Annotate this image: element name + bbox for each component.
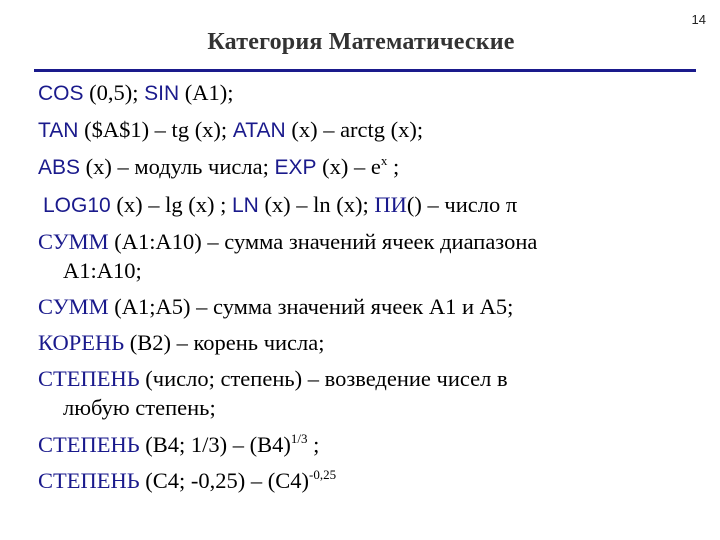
function-name: СУММ bbox=[38, 228, 109, 254]
list-item-sum-cells bbox=[38, 292, 688, 321]
function-description: ; bbox=[307, 431, 320, 457]
function-name: СТЕПЕНЬ bbox=[38, 366, 140, 392]
function-name: ABS bbox=[38, 156, 81, 180]
list-item-abs-exp bbox=[38, 152, 688, 182]
formula-list bbox=[38, 78, 688, 495]
list-item-tan-atan bbox=[38, 115, 688, 145]
list-item-continuation bbox=[38, 393, 688, 422]
list-item-log-ln-pi bbox=[38, 190, 688, 220]
list-item-power-example-2 bbox=[38, 466, 688, 495]
function-name: LOG10 bbox=[43, 193, 111, 217]
function-name: COS bbox=[38, 82, 84, 105]
function-description: (A1:A10) – сумма значений ячеек диапазона bbox=[108, 228, 538, 254]
function-description: ($A$1) – tg (x); bbox=[78, 117, 233, 143]
function-description: (0,5); bbox=[83, 80, 145, 105]
function-description: A1:A10; bbox=[63, 257, 142, 283]
list-item-power-example-1 bbox=[38, 430, 688, 459]
function-description: (B2) – корень числа; bbox=[124, 330, 325, 356]
list-item-continuation bbox=[38, 256, 688, 285]
function-description: (A1;A5) – сумма значений ячеек А1 и А5; bbox=[108, 293, 514, 319]
list-item-cos-sin bbox=[38, 78, 688, 108]
function-description: (B4; 1/3) – (B4) bbox=[139, 431, 291, 457]
function-name: SIN bbox=[144, 82, 180, 105]
function-description: (C4; -0,25) – (C4) bbox=[139, 467, 310, 493]
function-name: СТЕПЕНЬ bbox=[38, 467, 140, 493]
function-description: (x) – arctg (x); bbox=[285, 117, 424, 143]
function-name: ATAN bbox=[232, 119, 286, 143]
function-name: EXP bbox=[274, 156, 317, 180]
function-name: TAN bbox=[38, 119, 79, 143]
exponent: x bbox=[380, 153, 388, 169]
function-name: СУММ bbox=[38, 293, 109, 319]
list-item-sqrt bbox=[38, 328, 688, 357]
function-description: (x) – lg (x) ; bbox=[110, 191, 232, 217]
exponent: -0,25 bbox=[309, 466, 337, 482]
function-description: (x) – ln (x); bbox=[258, 191, 375, 217]
function-description: (x) – e bbox=[316, 154, 381, 180]
function-name: КОРЕНЬ bbox=[38, 330, 125, 356]
function-description: (x) – модуль числа; bbox=[80, 154, 275, 180]
function-name: ПИ bbox=[374, 191, 407, 217]
list-item-power bbox=[38, 364, 688, 393]
function-description: ; bbox=[387, 154, 400, 180]
function-description: (число; степень) – возведение чисел в bbox=[139, 366, 508, 392]
title-divider bbox=[34, 69, 696, 72]
slide-title: Категория Математические bbox=[207, 29, 515, 55]
list-item-sum-range bbox=[38, 227, 688, 256]
function-name: СТЕПЕНЬ bbox=[38, 431, 140, 457]
function-name: LN bbox=[231, 193, 259, 217]
exponent: 1/3 bbox=[290, 430, 308, 446]
function-description: любую степень; bbox=[63, 395, 216, 421]
function-description: () – число π bbox=[406, 191, 518, 217]
function-description: (А1); bbox=[179, 80, 234, 105]
page-number: 14 bbox=[691, 12, 706, 27]
